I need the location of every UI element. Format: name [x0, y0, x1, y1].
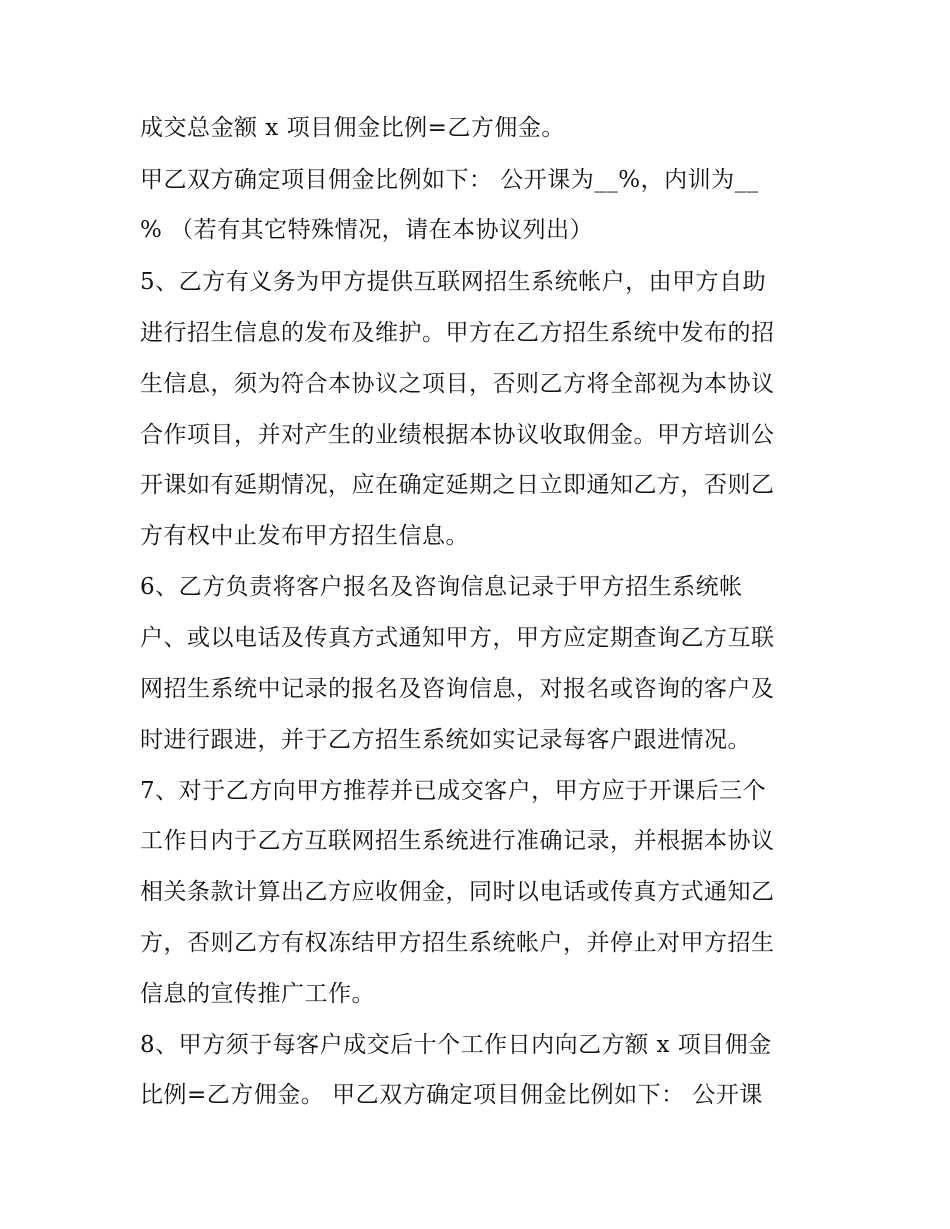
text-line: 甲乙双方确定项目佣金比例如下： 公开课为__%，内训为__ — [140, 167, 759, 193]
text-line: 相关条款计算出乙方应收佣金，同时以电话或传真方式通知乙 — [140, 879, 775, 905]
text-line: 方，否则乙方有权冻结甲方招生系统帐户，并停止对甲方招生 — [140, 930, 775, 956]
text-line: 生信息，须为符合本协议之项目，否则乙方将全部视为本协议 — [140, 371, 775, 397]
text-line: 7、对于乙方向甲方推荐并已成交客户，甲方应于开课后三个 — [140, 778, 767, 804]
text-line: 信息的宣传推广工作。 — [140, 981, 375, 1007]
text-line: 户、或以电话及传真方式通知甲方，甲方应定期查询乙方互联 — [140, 625, 775, 651]
text-line: 开课如有延期情况，应在确定延期之日立即通知乙方，否则乙 — [140, 472, 775, 498]
text-line: 成交总金额 x 项目佣金比例=乙方佣金。 — [140, 115, 565, 141]
text-line: 8、甲方须于每客户成交后十个工作日内向乙方额 x 项目佣金 — [140, 1032, 772, 1058]
text-line: 时进行跟进，并于乙方招生系统如实记录每客户跟进情况。 — [140, 727, 751, 753]
text-line: % （若有其它特殊情况，请在本协议列出） — [140, 217, 594, 243]
text-line: 方有权中止发布甲方招生信息。 — [140, 523, 469, 549]
text-line: 6、乙方负责将客户报名及咨询信息记录于甲方招生系统帐 — [140, 574, 743, 600]
text-line: 网招生系统中记录的报名及咨询信息，对报名或咨询的客户及 — [140, 676, 775, 702]
text-line: 合作项目，并对产生的业绩根据本协议收取佣金。甲方培训公 — [140, 422, 775, 448]
text-line: 工作日内于乙方互联网招生系统进行准确记录，并根据本协议 — [140, 828, 775, 854]
text-line: 5、乙方有义务为甲方提供互联网招生系统帐户，由甲方自助 — [140, 269, 767, 295]
text-line: 比例=乙方佣金。 甲乙双方确定项目佣金比例如下： 公开课 — [140, 1082, 763, 1108]
text-line: 进行招生信息的发布及维护。甲方在乙方招生系统中发布的招 — [140, 320, 775, 346]
